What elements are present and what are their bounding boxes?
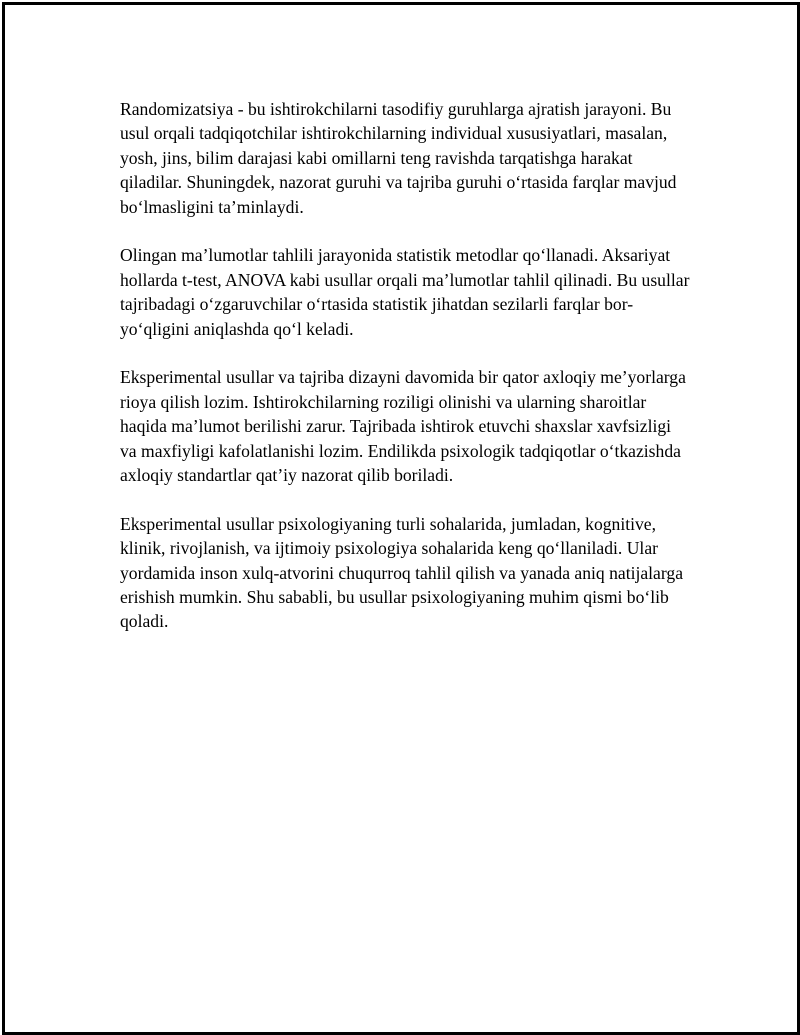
document-body [120, 97, 690, 658]
paragraph-randomization: Randomizatsiya - bu ishtirokchilarni tasodifiy guruhlarga ajratish jarayoni. Bu usul orqali tadqiqotchilar ishtirokchilarning individual xususiyatlari, masalan, yosh, jins, bilim darajasi kabi omillarni teng ravishda tarqatishga harakat qiladilar. Shuningdek, nazorat guruhi va tajriba guruhi o‘rtasida farqlar mavjud bo‘lmasligini ta’minlaydi. [120, 99, 677, 217]
page-frame [2, 2, 800, 1035]
paragraph-ethical-standards: Eksperimental usullar va tajriba dizayni davomida bir qator axloqiy me’yorlarga rioya qilish lozim. Ishtirokchilarning roziligi olinishi va ularning sharoitlar haqida ma’lumot berilishi zarur. Tajribada ishtirok etuvchi shaxslar xavfsizligi va maxfiyligi kafolatlanishi lozim. Endilikda psixologik tadqiqotlar o‘tkazishda axloqiy standartlar qat’iy nazorat qilib boriladi. [120, 367, 686, 486]
paragraph-applications: Eksperimental usullar psixologiyaning turli sohalarida, jumladan, kognitive, klinik, rivojlanish, va ijtimoiy psixologiya sohalarida keng qo‘llaniladi. Ular yordamida inson xulq-atvorini chuqurroq tahlil qilish va yanada aniq natijalarga erishish mumkin. Shu sababli, bu usullar psixologiyaning muhim qismi bo‘lib qoladi. [120, 513, 684, 632]
paragraph-statistical-methods: Olingan ma’lumotlar tahlili jarayonida statistik metodlar qo‘llanadi. Aksariyat hollarda t-test, ANOVA kabi usullar orqali ma’lumotlar tahlil qilinadi. Bu usullar tajribadagi o‘zgaruvchilar o‘rtasida statistik jihatdan sezilarli farqlar bor-yo‘qligini aniqlashda qo‘l keladi. [120, 245, 690, 339]
